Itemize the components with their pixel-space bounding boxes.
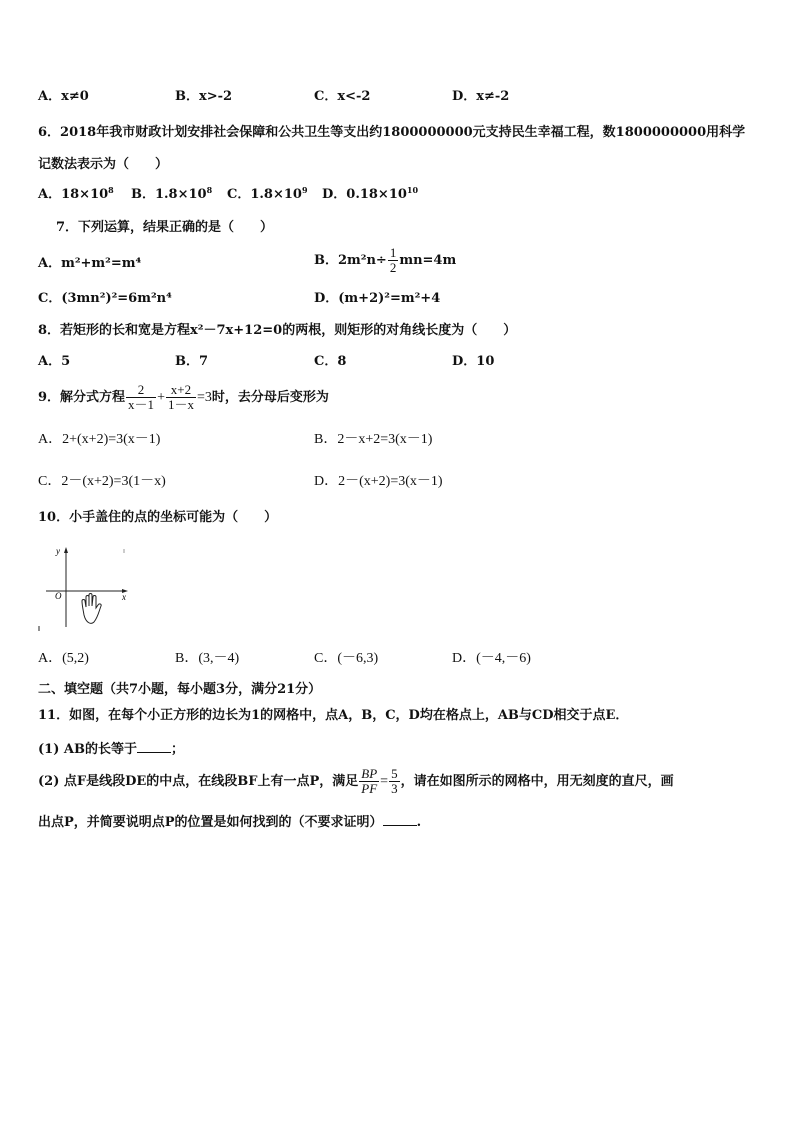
- q5-option-d: D．x≠-2: [452, 89, 510, 104]
- q8-option-c: C．8: [314, 354, 347, 369]
- q9-option-b: B．2－x+2=3(x－1): [314, 432, 433, 447]
- q11-fraction-5-3: $\frac{5}{3}$: [391, 766, 398, 796]
- q6-stem-line2: 记数法表示为（ ）: [38, 157, 169, 172]
- q6-option-c: C．$1.8\times 10^9$: [227, 185, 308, 202]
- q10-option-d: D．(－4,－6): [452, 651, 531, 666]
- section-2-title: 二、填空题（共7小题，每小题3分，满分21分）: [38, 682, 322, 697]
- q8-option-a: A．5: [38, 354, 71, 369]
- q10-x-label: x: [122, 592, 126, 602]
- q6-option-b-exp: 8: [206, 185, 213, 195]
- q6-option-a-exp: 8: [108, 185, 114, 195]
- q7-option-c: C．(3mn²)²=6m²n⁴: [38, 291, 172, 306]
- q8-stem: 8．若矩形的长和宽是方程x²－7x+12=0的两根，则矩形的对角线长度为（ ）: [38, 323, 517, 338]
- q10-origin-label: O: [55, 591, 62, 601]
- q6-option-b: B．$1.8\times 10^8$: [131, 185, 213, 202]
- q11-part2: (2) 点F是线段DE的中点，在线段BF上有一点P，满足 $\frac{BP}{PF}$ = $\frac{5}{3}$ ，请在如图所示的网格中，用无刻度的直尺，画: [38, 766, 674, 796]
- q5-option-b: B．x>-2: [175, 89, 233, 104]
- q5-option-c: C．x<-2: [314, 89, 371, 104]
- q7-option-a: A．m²+m²=m⁴: [38, 256, 142, 271]
- q8-option-b: B．7: [175, 354, 209, 369]
- q11-part1: (1) AB的长等于 ；: [38, 739, 438, 759]
- q11-part2-blank[interactable]: [383, 812, 417, 826]
- q9-fraction-1: $\frac{2}{x-1}$: [128, 382, 155, 412]
- q10-coordinate-figure: [36, 543, 136, 633]
- q11-stem: 11．如图，在每个小正方形的边长为1的网格中，点A，B，C，D均在格点上，AB与CD相交于点E．: [38, 708, 629, 723]
- q11-fraction-bp-pf: $\frac{BP}{PF}$: [361, 766, 378, 796]
- q9-option-d: D．2－(x+2)=3(x－1): [314, 474, 443, 489]
- q10-y-axis-arrow: [64, 547, 68, 553]
- q10-option-c: C．(－6,3): [314, 651, 379, 666]
- q10-option-b: B．(3,－4): [175, 651, 240, 666]
- q6-option-c-exp: 9: [301, 185, 308, 195]
- q7-option-b: B．2m²n÷ $\frac{1}{2}$ mn=4m: [314, 245, 457, 275]
- q11-part2-line2: 出点P，并简要说明点P的位置是如何找到的（不要求证明） .: [38, 812, 638, 832]
- q6-stem-line1: 6．2018年我市财政计划安排社会保障和公共卫生等支出约1800000000元支持民生幸福工程，数1800000000用科学: [38, 125, 746, 140]
- q6-option-a: A．$18\times 10^8$: [38, 185, 114, 202]
- q10-stem: 10．小手盖住的点的坐标可能为（ ）: [38, 510, 278, 525]
- q10-y-label: y: [56, 546, 60, 556]
- q9-option-c: C．2－(x+2)=3(1－x): [38, 474, 166, 489]
- q9-option-a: A．2+(x+2)=3(x－1): [38, 432, 161, 447]
- q10-option-a: A．(5,2): [38, 651, 89, 666]
- q7-option-b-fraction: $\frac{1}{2}$: [389, 245, 397, 275]
- q7-option-d: D．(m+2)²=m²+4: [314, 291, 441, 306]
- q5-option-a: A．x≠0: [38, 89, 89, 104]
- q11-part1-blank[interactable]: [137, 739, 171, 753]
- q8-option-d: D．10: [452, 354, 495, 369]
- q9-stem: 9．解分式方程 $\frac{2}{x-1}$ + $\frac{x+2}{1-x}$ =3时，去分母后变形为: [38, 382, 329, 412]
- hand-icon: [82, 594, 101, 624]
- q9-fraction-2: $\frac{x+2}{1-x}$: [167, 382, 194, 412]
- q6-option-d: D．$0.18\times 10^{10}$: [322, 185, 419, 202]
- q7-stem: 7．下列运算，结果正确的是（ ）: [56, 220, 274, 235]
- q6-option-d-exp: 10: [406, 185, 419, 195]
